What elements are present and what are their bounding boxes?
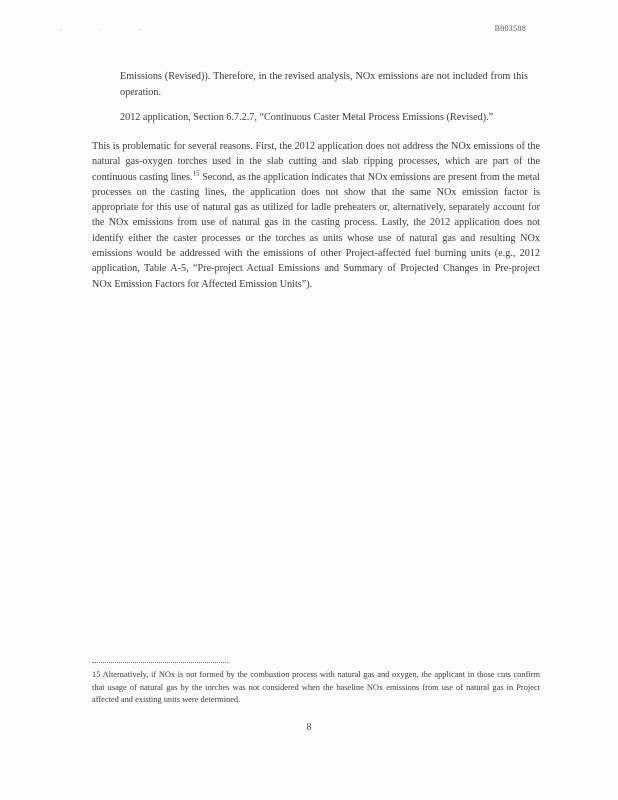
page-number: 8	[306, 722, 312, 733]
paragraph-text-part-b: Second, as the application indicates that NOx emissions are present from the metal processes on the casting lines, the application does not show that the same NOx emission factor is appropriate for this use of natural gas as utilized for ladle preheaters or, alternatively, separately account for the NOx emissions from use of natural gas in the casting process. Lastly, the 2012 application does not identify either the caster processes or the torches as units whose use of natural gas and resulting NOx emissions would be addressed with the emissions of other Project-affected fuel burning units (e.g., 2012 application, Table A-5, “Pre-project Actual Emissions and Summary of Projected Changes in Pre-project NOx Emission Factors for Affected Emission Units”).	[92, 171, 540, 290]
paragraph-emissions-revised: Emissions (Revised)). Therefore, in the revised analysis, NOx emissions are not included from this operation.	[120, 71, 528, 98]
corner-marks: . . .	[60, 24, 159, 32]
footnote-text: 15 Alternatively, if NOx is not formed by the combustion process with natural gas and oxygen, the applicant in those cuts confirm that usage of natural gas by the torches was not considered when the baseline NOx emissions from use of natural gas in Project affected and existing units were determined.	[92, 670, 540, 705]
footnote-divider	[92, 662, 228, 663]
paragraph-section-reference: 2012 application, Section 6.7.2.7, “Continuous Caster Metal Process Emissions (Revised).”	[120, 112, 494, 123]
bates-number: B003588	[494, 24, 526, 33]
paragraph-text-part-a: This is problematic for several reasons. First, the 2012 application does not address the NOx emissions of the natural gas-oxygen torches used in the slab cutting and slab ripping processes, which are part of the continuous casting lines.	[92, 141, 540, 183]
paragraph-problematic-reasons	[92, 139, 540, 292]
footnote-reference[interactable]: 15	[192, 169, 200, 178]
